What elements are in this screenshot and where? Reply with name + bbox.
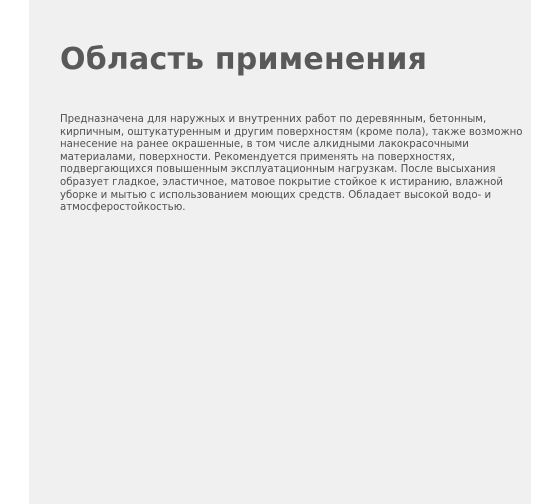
description-line: кирпичным, оштукатуренным и другим поверхностям (кроме пола), также возможно bbox=[60, 126, 523, 138]
description-line: атмосферостойкостью. bbox=[60, 202, 186, 214]
description-line: материалами, поверхности. Рекомендуется применять на поверхностях, bbox=[60, 151, 456, 163]
description-line: уборке и мытью с использованием моющих средств. Обладает высокой водо- и bbox=[60, 189, 492, 201]
description-line: образует гладкое, эластичное, матовое покрытие стойкое к истиранию, влажной bbox=[60, 176, 503, 188]
content-card bbox=[29, 0, 531, 504]
section-description bbox=[60, 114, 522, 215]
description-line: Предназначена для наружных и внутренних работ по деревянным, бетонным, bbox=[60, 114, 487, 125]
description-line: нанесение на ранее окрашенные, в том числе алкидными лакокрасочными bbox=[60, 139, 469, 151]
section-title: Область применения bbox=[60, 42, 428, 77]
description-line: подвергающихся повышенным эксплуатационным нагрузкам. После высыхания bbox=[60, 164, 496, 176]
